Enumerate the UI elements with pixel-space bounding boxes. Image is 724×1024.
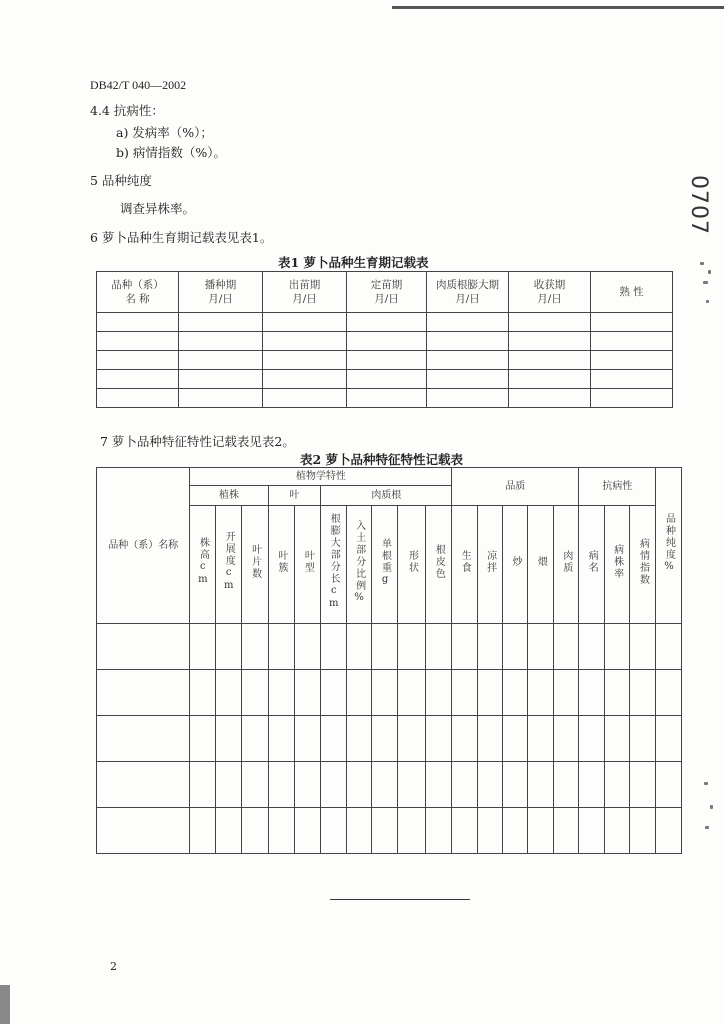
table-row bbox=[97, 670, 682, 716]
table1-header-cell: 定苗期 月/日 bbox=[347, 272, 427, 313]
table2-col-header: 开展度cm bbox=[215, 506, 241, 624]
table2-col-header: 病株率 bbox=[604, 506, 629, 624]
table1-header-cell: 出苗期 月/日 bbox=[263, 272, 347, 313]
table2-header-row-1 bbox=[97, 468, 682, 486]
table1 bbox=[96, 271, 673, 408]
item-b: b) 病情指数（%）。 bbox=[116, 145, 226, 160]
table2-col-header: 炒 bbox=[503, 506, 528, 624]
document-code: DB42/T 040—2002 bbox=[90, 78, 187, 92]
page-number: 2 bbox=[110, 960, 117, 973]
table2-leaf-header: 叶 bbox=[268, 486, 321, 506]
table2 bbox=[96, 467, 682, 854]
scan-speck bbox=[705, 826, 709, 829]
table2-col-header: 形状 bbox=[398, 506, 425, 624]
table1-header-cell: 收获期 月/日 bbox=[509, 272, 591, 313]
table2-col-header: 单根重g bbox=[372, 506, 398, 624]
table2-botany-header: 植物学特性 bbox=[190, 468, 452, 486]
table2-col-header: 叶片数 bbox=[242, 506, 268, 624]
section-6: 6 萝卜品种生育期记载表见表1。 bbox=[90, 230, 273, 245]
table-row bbox=[97, 351, 673, 370]
table2-col-header: 凉拌 bbox=[477, 506, 502, 624]
table-row bbox=[97, 389, 673, 408]
table2-col-header: 根皮色 bbox=[425, 506, 451, 624]
handwritten-mark: 0707 bbox=[686, 175, 711, 235]
table2-purity-header: 品种纯度% bbox=[656, 468, 682, 624]
scan-speck bbox=[706, 300, 709, 303]
table-row bbox=[97, 370, 673, 389]
table-row bbox=[97, 808, 682, 854]
table2-col-header: 病情指数 bbox=[630, 506, 656, 624]
scan-speck bbox=[704, 782, 708, 785]
table2-title: 表2 萝卜品种特征特性记载表 bbox=[300, 452, 464, 467]
section-5-text: 调查异株率。 bbox=[120, 201, 196, 216]
table2-resistance-header: 抗病性 bbox=[579, 468, 656, 506]
table2-col-header: 生食 bbox=[452, 506, 477, 624]
table1-header-cell: 熟 性 bbox=[591, 272, 673, 313]
top-rule bbox=[392, 6, 724, 9]
table2-col-header: 根膨大部分长cm bbox=[321, 506, 346, 624]
section-4-4: 4.4 抗病性： bbox=[90, 103, 164, 118]
table1-title: 表1 萝卜品种生育期记载表 bbox=[278, 255, 429, 270]
table2-quality-header: 品质 bbox=[452, 468, 579, 506]
table2-col-header: 病名 bbox=[579, 506, 604, 624]
table-row bbox=[97, 762, 682, 808]
table2-col-header: 入土部分比例% bbox=[346, 506, 371, 624]
table2-root-header: 肉质根 bbox=[321, 486, 452, 506]
table2-col-header: 叶型 bbox=[294, 506, 320, 624]
table2-plant-header: 植株 bbox=[190, 486, 268, 506]
scan-speck bbox=[703, 281, 708, 284]
scan-edge-bar bbox=[0, 985, 10, 1024]
table-row bbox=[97, 716, 682, 762]
table1-header-row bbox=[97, 272, 673, 313]
table1-header-cell: 肉质根膨大期 月/日 bbox=[427, 272, 509, 313]
scan-speck bbox=[708, 270, 711, 274]
end-rule bbox=[330, 899, 470, 900]
table1-header-cell: 品种（系） 名 称 bbox=[97, 272, 179, 313]
section-5: 5 品种纯度 bbox=[90, 173, 152, 188]
table2-col-header: 株高cm bbox=[190, 506, 215, 624]
scan-speck bbox=[710, 805, 713, 809]
table1-header-cell: 播种期 月/日 bbox=[179, 272, 263, 313]
table2-col-header: 叶簇 bbox=[268, 506, 294, 624]
table2-variety-header: 品种（系）名称 bbox=[97, 468, 190, 624]
scan-speck bbox=[700, 262, 704, 265]
table-row bbox=[97, 624, 682, 670]
item-a: a) 发病率（%）； bbox=[116, 125, 213, 140]
section-7: 7 萝卜品种特征特性记载表见表2。 bbox=[100, 434, 295, 449]
table-row bbox=[97, 332, 673, 351]
table2-col-header: 肉质 bbox=[553, 506, 578, 624]
table2-col-header: 煨 bbox=[528, 506, 553, 624]
table-row bbox=[97, 313, 673, 332]
